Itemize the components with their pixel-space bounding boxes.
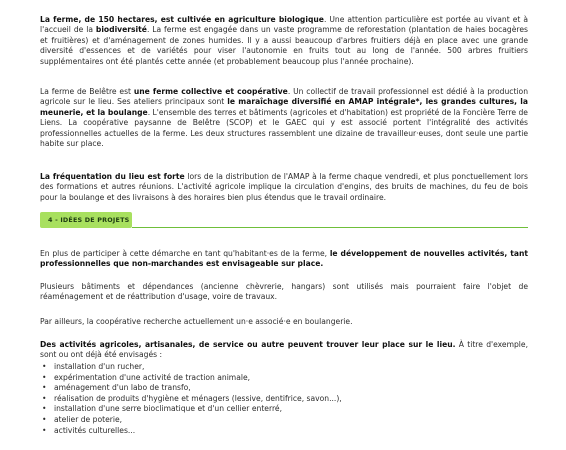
cooperative-text-2: . L'ensemble des terres et bâtiments (agricoles et d'habitation) est propriété de la Foncière Terre de Liens. La coopérative paysanne de Belêtre (SCOP) et le GAEC qui y est associé portent l'intégralité des activités professionnelles actuelles de la ferme. Les deux structures rassemblent une dizaine de travailleur·euses, dont seule une partie habite sur place. bbox=[40, 107, 528, 149]
paragraph-new-activities bbox=[40, 249, 528, 270]
new-activities-intro: En plus de participer à cette démarche en tant qu'habitant·es de la ferme, bbox=[40, 249, 330, 258]
workshops-highlight: le maraîchage diversifié en AMAP intégrale*, les grandes cultures, la meunerie, et la boulange bbox=[40, 97, 528, 117]
new-activities-highlight: le développement de nouvelles activités, tant professionnelles que non-marchandes est envisageable sur place. bbox=[40, 249, 529, 269]
farm-overview-text-2: . La ferme est engagée dans un vaste programme de reforestation (plantation de haies bocagères et fruitières) et d'aménagement de zones humides. Il y a aussi beaucoup d'arbres fruitiers déjà en place avec une grande diversité d'essences et de variétés pour viser l'autonomie en fruits tout au long de l'année. 500 arbres fruitiers supplémentaires ont été plantés cette année (et probablement beaucoup plus l'année prochaine). bbox=[40, 25, 528, 66]
biodiversity-highlight: biodiversité bbox=[95, 25, 147, 35]
attendance-highlight: La fréquentation du lieu est forte bbox=[40, 172, 185, 181]
paragraph-attendance bbox=[40, 172, 528, 203]
paragraph-farm-overview bbox=[40, 15, 528, 67]
list-item: • activités culturelles... bbox=[40, 426, 528, 437]
examples-highlight: Des activités agricoles, artisanales, de service ou autre peuvent trouver leur place sur le lieu. bbox=[40, 340, 456, 349]
examples-intro-text: À titre d'exemple, sont ou ont déjà été envisagés : bbox=[40, 340, 528, 360]
list-item: • installation d'un rucher, bbox=[40, 362, 528, 373]
list-item: • atelier de poterie, bbox=[40, 415, 528, 426]
list-item: • installation d'une serre bioclimatique et d'un cellier enterré, bbox=[40, 404, 528, 415]
cooperative-text: . Un collectif de travail professionnel est dédié à la production agricole sur le lieu. Ses ateliers principaux sont bbox=[40, 87, 529, 107]
cooperative-highlight: une ferme collective et coopérative bbox=[133, 87, 288, 96]
examples-list bbox=[40, 362, 528, 436]
buildings-text: Plusieurs bâtiments et dépendances (ancienne chèvrerie, hangars) sont utilisés mais pourraient faire l'objet de réaménagement et de réattribution d'usage, voire de travaux. bbox=[40, 282, 528, 302]
paragraph-bakery bbox=[40, 317, 528, 327]
section-heading-project-ideas: 4 - IDÉES DE PROJETS bbox=[40, 212, 132, 228]
paragraph-cooperative bbox=[40, 87, 528, 149]
cooperative-intro: La ferme de Belêtre est bbox=[40, 87, 134, 96]
list-item: • expérimentation d'une activité de traction animale, bbox=[40, 373, 528, 384]
bakery-text: Par ailleurs, la coopérative recherche actuellement un·e associé·e en boulangerie. bbox=[40, 317, 353, 326]
section-divider bbox=[132, 227, 528, 228]
paragraph-examples-intro bbox=[40, 340, 528, 361]
attendance-text: lors de la distribution de l'AMAP à la ferme chaque vendredi, et plus ponctuellement lors des formations et autres réunions. L'activité agricole implique la circulation d'engins, des bruits de machines, du feu de bois pour la boulange et des livraisons à des horaires bien plus étendus que le travail ordinaire. bbox=[40, 172, 528, 202]
list-item: • réalisation de produits d'hygiène et ménagers (lessive, dentifrice, savon...), bbox=[40, 394, 528, 405]
paragraph-buildings bbox=[40, 282, 528, 303]
list-item: • aménagement d'un labo de transfo, bbox=[40, 383, 528, 394]
farm-overview-text: . Une attention particulière est portée au vivant et à l'accueil de la bbox=[40, 15, 528, 35]
farm-size-highlight: La ferme, de 150 hectares, est cultivée en agriculture biologique bbox=[40, 15, 324, 24]
